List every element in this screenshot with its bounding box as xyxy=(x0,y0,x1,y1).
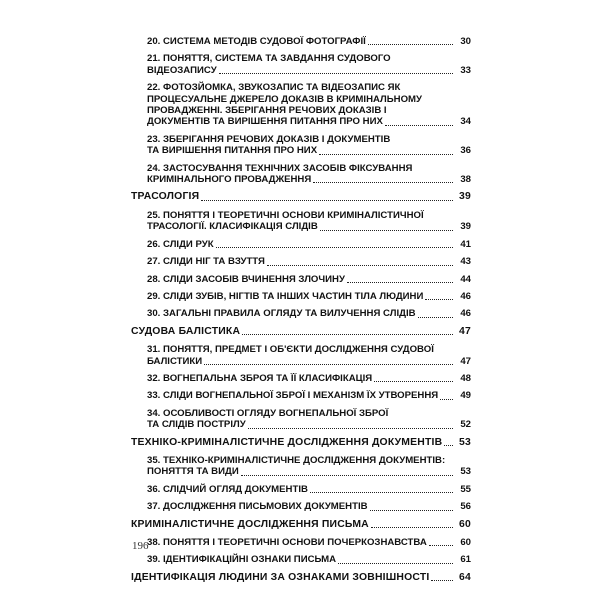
toc-entry xyxy=(131,537,471,548)
toc-page-number: 36 xyxy=(460,145,471,157)
toc-page-number: 46 xyxy=(460,308,471,320)
toc-entry-line xyxy=(147,344,471,355)
toc-entry-line xyxy=(147,163,471,174)
toc-entry-title-line: ТА СЛІДІВ ПОСТРІЛУ xyxy=(147,419,246,431)
toc-entry-title-line: ПРОЦЕСУАЛЬНЕ ДЖЕРЕЛО ДОКАЗІВ В КРИМІНАЛЬНОМУ xyxy=(147,93,423,105)
toc-entry-title-line: 26. СЛІДИ РУК xyxy=(147,238,214,250)
toc-section-heading xyxy=(131,519,471,530)
toc-section-heading xyxy=(131,191,471,202)
toc-page-number: 33 xyxy=(460,64,471,76)
dot-leader xyxy=(440,399,453,400)
toc-entry-title-line: 38. ПОНЯТТЯ І ТЕОРЕТИЧНІ ОСНОВИ ПОЧЕРКОЗНАВСТВА xyxy=(147,537,427,548)
toc-entry-title-line: ТРАСОЛОГІЯ xyxy=(131,191,200,203)
toc-entry-title-line: 34. ОСОБЛИВОСТІ ОГЛЯДУ ВОГНЕПАЛЬНОЇ ЗБРОЇ xyxy=(147,407,389,419)
toc-entry xyxy=(131,239,471,250)
toc-entry-title-line: ДОКУМЕНТІВ ТА ВИРІШЕННЯ ПИТАННЯ ПРО НИХ xyxy=(147,116,383,128)
dot-leader xyxy=(204,364,453,365)
toc-entry-title-line: КРИМІНАЛІСТИЧНЕ ДОСЛІДЖЕННЯ ПИСЬМА xyxy=(131,518,369,530)
toc-entry-line xyxy=(147,455,471,466)
dot-leader xyxy=(310,492,453,493)
dot-leader xyxy=(319,154,453,155)
toc-entry-title-line: 20. СИСТЕМА МЕТОДІВ СУДОВОЇ ФОТОГРАФІЇ xyxy=(147,36,366,47)
toc-entry xyxy=(131,408,471,431)
toc-section-heading xyxy=(131,326,471,337)
toc-entry-line xyxy=(131,572,471,583)
dot-leader xyxy=(347,282,453,283)
dot-leader xyxy=(385,125,453,126)
toc-entry-line xyxy=(131,326,471,337)
toc-entry-line xyxy=(147,356,471,367)
dot-leader xyxy=(313,182,453,183)
toc-entry-line xyxy=(147,537,471,548)
toc-entry-line xyxy=(147,82,471,93)
toc-entry-line xyxy=(147,484,471,495)
toc-entry-title-line: 33. СЛІДИ ВОГНЕПАЛЬНОЇ ЗБРОЇ І МЕХАНІЗМ ЇХ УТВОРЕННЯ xyxy=(147,390,439,402)
toc-entry-line xyxy=(147,239,471,250)
toc-entry-line xyxy=(147,145,471,156)
toc-page-number: 39 xyxy=(460,221,471,233)
toc-entry-line xyxy=(147,554,471,565)
toc-entry-line xyxy=(147,53,471,64)
toc-entry-title-line: СУДОВА БАЛІСТИКА xyxy=(131,325,241,337)
toc-entry-line xyxy=(147,116,471,127)
toc-page-number: 30 xyxy=(460,36,471,47)
toc-entry-title-line: 23. ЗБЕРІГАННЯ РЕЧОВИХ ДОКАЗІВ І ДОКУМЕНТІВ xyxy=(147,133,391,145)
toc-entry xyxy=(131,36,471,47)
dot-leader xyxy=(425,299,453,300)
toc-entry xyxy=(131,274,471,285)
toc-entry-title-line: ВІДЕОЗАПИСУ xyxy=(147,64,217,76)
toc-entry-line xyxy=(131,437,471,448)
toc-entry-line xyxy=(147,105,471,116)
toc-entry xyxy=(131,210,471,233)
toc-section-heading xyxy=(131,437,471,448)
toc-entry-title-line: 32. ВОГНЕПАЛЬНА ЗБРОЯ ТА ЇЇ КЛАСИФІКАЦІЯ xyxy=(147,372,373,384)
toc-page-number: 60 xyxy=(460,537,471,548)
toc-entry-title-line: 25. ПОНЯТТЯ І ТЕОРЕТИЧНІ ОСНОВИ КРИМІНАЛІСТИЧНОЇ xyxy=(147,209,424,221)
toc-entry-line xyxy=(131,519,471,530)
toc-entry xyxy=(131,484,471,495)
toc-entry-title-line: 27. СЛІДИ НІГ ТА ВЗУТТЯ xyxy=(147,256,265,268)
toc-page-number: 61 xyxy=(460,554,471,566)
toc-entry-title-line: 21. ПОНЯТТЯ, СИСТЕМА ТА ЗАВДАННЯ СУДОВОГО xyxy=(147,53,391,65)
toc-entry-line xyxy=(131,191,471,202)
toc-entry-title-line: 31. ПОНЯТТЯ, ПРЕДМЕТ І ОБ'ЄКТИ ДОСЛІДЖЕННЯ СУДОВОЇ xyxy=(147,344,434,356)
dot-leader xyxy=(429,545,453,546)
toc-entry-title-line: 22. ФОТОЗЙОМКА, ЗВУКОЗАПИС ТА ВІДЕОЗАПИС ЯК xyxy=(147,82,401,94)
toc-entry xyxy=(131,256,471,267)
dot-leader xyxy=(444,445,453,446)
toc-entry xyxy=(131,501,471,512)
toc-entry-line xyxy=(147,94,471,105)
dot-leader xyxy=(320,230,453,231)
toc-entry-title-line: 30. ЗАГАЛЬНІ ПРАВИЛА ОГЛЯДУ ТА ВИЛУЧЕННЯ СЛІДІВ xyxy=(147,308,416,320)
toc-entry xyxy=(131,554,471,565)
toc-entry-title-line: ТРАСОЛОГІЇ. КЛАСИФІКАЦІЯ СЛІДІВ xyxy=(147,221,318,233)
table-of-contents xyxy=(131,36,471,590)
toc-page-number: 38 xyxy=(460,174,471,186)
toc-page-number: 48 xyxy=(460,372,471,384)
toc-entry-line xyxy=(147,466,471,477)
toc-page-number: 52 xyxy=(460,419,471,431)
toc-entry xyxy=(131,344,471,367)
toc-page-number: 44 xyxy=(460,273,471,285)
toc-entry-title-line: 28. СЛІДИ ЗАСОБІВ ВЧИНЕННЯ ЗЛОЧИНУ xyxy=(147,273,345,285)
toc-entry-title-line: 29. СЛІДИ ЗУБІВ, НІГТІВ ТА ІНШИХ ЧАСТИН ТІЛА ЛЮДИНИ xyxy=(147,290,424,302)
dot-leader xyxy=(418,317,453,318)
dot-leader xyxy=(242,334,453,335)
toc-entry xyxy=(131,134,471,157)
toc-page-number: 43 xyxy=(460,256,471,268)
dot-leader xyxy=(267,265,453,266)
toc-entry-line xyxy=(147,501,471,512)
toc-entry-title-line: ТЕХНІКО-КРИМІНАЛІСТИЧНЕ ДОСЛІДЖЕННЯ ДОКУМЕНТІВ xyxy=(131,436,443,448)
dot-leader xyxy=(431,580,453,581)
toc-entry-title-line: 39. ІДЕНТИФІКАЦІЙНІ ОЗНАКИ ПИСЬМА xyxy=(147,554,337,566)
toc-entry-title-line: ТА ВИРІШЕННЯ ПИТАННЯ ПРО НИХ xyxy=(147,145,318,157)
toc-page-number: 64 xyxy=(459,571,471,583)
dot-leader xyxy=(241,475,453,476)
toc-page-number: 47 xyxy=(459,325,471,337)
toc-entry xyxy=(131,455,471,478)
toc-page-number: 55 xyxy=(460,483,471,495)
toc-entry-line xyxy=(147,373,471,384)
toc-page-number: 46 xyxy=(460,290,471,302)
toc-page-number: 34 xyxy=(460,116,471,128)
toc-entry-title-line: 37. ДОСЛІДЖЕННЯ ПИСЬМОВИХ ДОКУМЕНТІВ xyxy=(147,501,368,513)
toc-entry-title-line: ПОНЯТТЯ ТА ВИДИ xyxy=(147,466,239,478)
toc-entry xyxy=(131,308,471,319)
toc-entry xyxy=(131,163,471,186)
dot-leader xyxy=(371,527,453,528)
toc-entry-line xyxy=(147,291,471,302)
toc-entry-line xyxy=(147,134,471,145)
toc-page-number: 53 xyxy=(460,466,471,478)
toc-entry-line xyxy=(147,419,471,430)
toc-entry xyxy=(131,53,471,76)
toc-page-number: 53 xyxy=(459,436,471,448)
dot-leader xyxy=(374,381,453,382)
dot-leader xyxy=(368,44,453,45)
dot-leader xyxy=(370,510,453,511)
toc-page-number: 41 xyxy=(460,238,471,250)
toc-entry-line xyxy=(147,36,471,47)
toc-page-number: 47 xyxy=(460,355,471,367)
toc-entry xyxy=(131,373,471,384)
toc-entry-title-line: 35. ТЕХНІКО-КРИМІНАЛІСТИЧНЕ ДОСЛІДЖЕННЯ ДОКУМЕНТІВ: xyxy=(147,454,446,466)
toc-page-number: 49 xyxy=(460,390,471,402)
toc-entry-line xyxy=(147,408,471,419)
toc-entry-title-line: 24. ЗАСТОСУВАННЯ ТЕХНІЧНИХ ЗАСОБІВ ФІКСУВАННЯ xyxy=(147,162,413,174)
toc-entry-line xyxy=(147,308,471,319)
dot-leader xyxy=(216,247,453,248)
toc-entry-title-line: ІДЕНТИФІКАЦІЯ ЛЮДИНИ ЗА ОЗНАКАМИ ЗОВНІШНОСТІ xyxy=(131,571,430,583)
dot-leader xyxy=(338,563,453,564)
toc-entry-title-line: КРИМІНАЛЬНОГО ПРОВАДЖЕННЯ xyxy=(147,174,312,186)
toc-entry-line xyxy=(147,174,471,185)
toc-entry-line xyxy=(147,65,471,76)
page-number: 196 xyxy=(132,540,149,552)
toc-entry-title-line: ПРОВАДЖЕННІ. ЗБЕРІГАННЯ РЕЧОВИХ ДОКАЗІВ І xyxy=(147,105,387,117)
toc-entry-line xyxy=(147,221,471,232)
toc-page-number: 56 xyxy=(460,501,471,513)
toc-page-number: 39 xyxy=(459,191,471,203)
toc-entry-title-line: 36. СЛІДЧИЙ ОГЛЯД ДОКУМЕНТІВ xyxy=(147,483,308,495)
toc-entry-title-line: БАЛІСТИКИ xyxy=(147,355,203,367)
toc-entry-line xyxy=(147,390,471,401)
toc-entry-line xyxy=(147,256,471,267)
toc-entry-line xyxy=(147,210,471,221)
dot-leader xyxy=(201,200,453,201)
toc-entry xyxy=(131,291,471,302)
toc-entry xyxy=(131,82,471,128)
toc-section-heading xyxy=(131,572,471,583)
toc-entry xyxy=(131,390,471,401)
toc-page-number: 60 xyxy=(459,518,471,530)
dot-leader xyxy=(248,428,453,429)
dot-leader xyxy=(219,73,453,74)
toc-entry-line xyxy=(147,274,471,285)
